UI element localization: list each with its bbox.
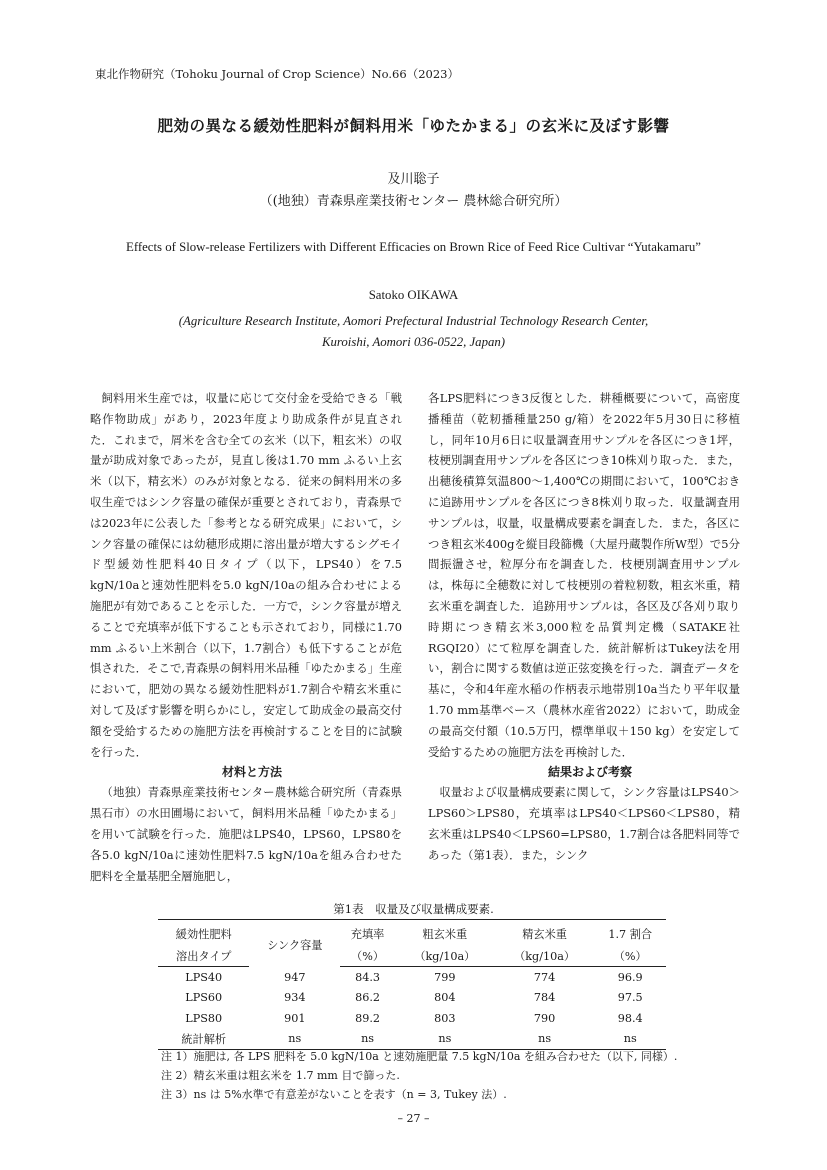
table-note: 注 3）ns は 5%水準で有意差がないことを表す（n = 3, Tukey 法）. [161,1088,507,1101]
table-cell: 790 [533,1011,556,1025]
intro-paragraph: 飼料用米生産では，収量に応じて交付金を受給できる「戦略作物助成」があり，2023年度より助成条件が見直された．これまで，屑米を含む全ての玄米（以下，粗玄米）の収量が助成対象であったが，見直し後は1.70 mm ふるい上玄米（以下，精玄米）のみが対象となる．従来の飼料用米の多収生産ではシンク容量の確保が重要とされており，青森県では2023年に公表した「参考となる研究成果」において，シンク容量の確保には幼穂形成期に溶出量が増大するシグモイド型緩効性肥料40日タイプ（以下，LPS40）を7.5 kgN/10aと速効性肥料を5.0 kgN/10aの組み合わせによる施肥が有効であることを示した．一方で，シンク容量が増えることで充填率が低下することも示されており，同様に1.70 mm ふるい上米割合（以下，1.7割合）も低下することが危惧された．そこで,青森県の飼料用米品種「ゆたかまる」生産において，肥効の異なる緩効性肥料が1.7割合や精玄米重に対して及ぼす影響を明らかにし，安定して助成金の最高交付額を受給するための施肥方法を再検討することを目的に試験を行った． [90,391,402,759]
table-header: シンク容量 [249,920,340,967]
table-cell: ns [395,1029,495,1050]
results-heading: 結果および考察 [547,765,632,780]
table-cell: LPS60 [185,991,223,1005]
table-cell: 97.5 [617,991,643,1005]
table-cell: ns [249,1029,340,1050]
table-row [158,1008,666,1029]
table-note: 注 1）施肥は, 各 LPS 肥料を 5.0 kgN/10a と速効施肥量 7.5 kgN/10a を組み合わせた（以下, 同様）. [161,1050,678,1063]
paper-title-en: Effects of Slow-release Fertilizers with Different Efficacies on Brown Rice of Feed Rice Cultivar “Yutakamaru” [126,240,701,254]
results-paragraph: 収量および収量構成要素に関して，シンク容量はLPS40＞LPS60＞LPS80，充填率はLPS40＜LPS60＜LPS80，精玄米重はLPS40＜LPS60=LPS80，1.7割合は各肥料同等であった（第1表）．また，シンク [428,785,740,862]
table-cell: LPS80 [185,1011,223,1025]
table-header: 粗玄米重 [395,920,495,946]
table-cell: 784 [533,991,556,1005]
paper-title-jp: 肥効の異なる緩効性肥料が飼料用米「ゆたかまる」の玄米に及ぼす影響 [157,117,670,135]
table-header: 1.7 割合 [594,920,666,946]
table-header-unit: 溶出タイプ [158,945,249,967]
table-cell: LPS40 [185,970,223,984]
table-cell: 774 [533,970,556,984]
table-cell: 803 [434,1011,456,1025]
table-cell: 901 [284,1011,306,1025]
table-header-unit: （kg/10a） [395,945,495,967]
table-cell: 947 [284,970,306,984]
author-en: Satoko OIKAWA [368,288,459,302]
table-cell: 89.2 [355,1011,380,1025]
table-cell: 98.4 [617,1011,643,1025]
body-column-left [90,388,402,886]
methods-heading: 材料と方法 [221,765,282,780]
table-cell: 96.9 [617,970,643,984]
table-header-unit: （kg/10a） [495,945,595,967]
table-cell: 統計解析 [158,1029,249,1050]
affiliation-en-line1: (Agriculture Research Institute, Aomori Prefectural Industrial Technology Research Center, [178,314,649,328]
journal-header: 東北作物研究（Tohoku Journal of Crop Science）No.66（2023） [95,67,459,81]
methods-paragraph-continued: 各LPS肥料につき3反復とした．耕種概要について，高密度播種苗（乾籾播種量250 g/箱）を2022年5月30日に移植し，同年10月6日に収量調査用サンプルを各区につき1坪，枝梗別調査用サンプルを各区につき10株刈り取った．また，出穂後積算気温800～1,400℃の期間において，100℃おきに追跡用サンプルを各区につき8株刈り取った．収量調査用サンプルは，収量，収量構成要素を調査した．また，各区につき粗玄米400gを縦目段篩機（大屋丹蔵製作所W型）で5分間振盪させ，粒厚分布を調査した．枝梗別調査用サンプルは，株毎に全穂数に対して枝梗別の着粒籾数，粗玄米重，精玄米重を調査した．追跡用サンプルは，各区及び各刈り取り時期につき精玄米3,000粒を品質判定機（SATAKE社RGQI20）にて粒厚を調査した．統計解析はTukey法を用い，割合に関する数値は逆正弦変換を行った．調査データを基に，令和4年産水稲の作柄表示地帯別10a当たり平年収量1.70 mm基準ベース（農林水産省2022）において，助成金の最高交付額（10.5万円，標準単収＋150 kg）を安定して受給するための施肥方法を再検討した． [428,391,740,759]
table-cell: ns [340,1029,395,1050]
yield-table [158,919,666,1050]
affiliation-en-line2: Kuroishi, Aomori 036-0522, Japan) [321,335,506,349]
table-header: 緩効性肥料 [158,920,249,946]
table-header: 充填率 [340,920,395,946]
body-column-right [428,388,740,866]
table-caption: 第1表 収量及び収量構成要素. [333,902,494,916]
table-notes [161,1047,677,1104]
methods-paragraph: （地独）青森県産業技術センター農林総合研究所（青森県黒石市）の水田圃場において，飼料用米品種「ゆたかまる」を用いて試験を行った．施肥はLPS40，LPS60，LPS80を各5.0 kgN/10aに速効性肥料7.5 kgN/10aを組み合わせた肥料を全量基肥全層施肥し， [90,785,402,883]
affiliation-en [0,311,827,353]
author-jp: 及川聡子 [387,172,440,187]
table-header: 精玄米重 [495,920,595,946]
table-cell: 804 [434,991,456,1005]
table-cell: 86.2 [355,991,380,1005]
table-cell: 799 [434,970,456,984]
table-row [158,967,666,988]
table-row [158,988,666,1009]
table-note: 注 2）精玄米重は粗玄米を 1.7 mm 目で篩った. [161,1069,400,1082]
page-number: – 27 – [397,1112,430,1125]
affiliation-jp: （(地独）青森県産業技術センター 農林総合研究所） [259,194,568,209]
table-header-unit: （%） [340,945,395,967]
table-cell: ns [594,1029,666,1050]
table-cell: ns [495,1029,595,1050]
table-header-unit: （%） [594,945,666,967]
table-cell: 934 [284,991,306,1005]
table-cell: 84.3 [355,970,380,984]
